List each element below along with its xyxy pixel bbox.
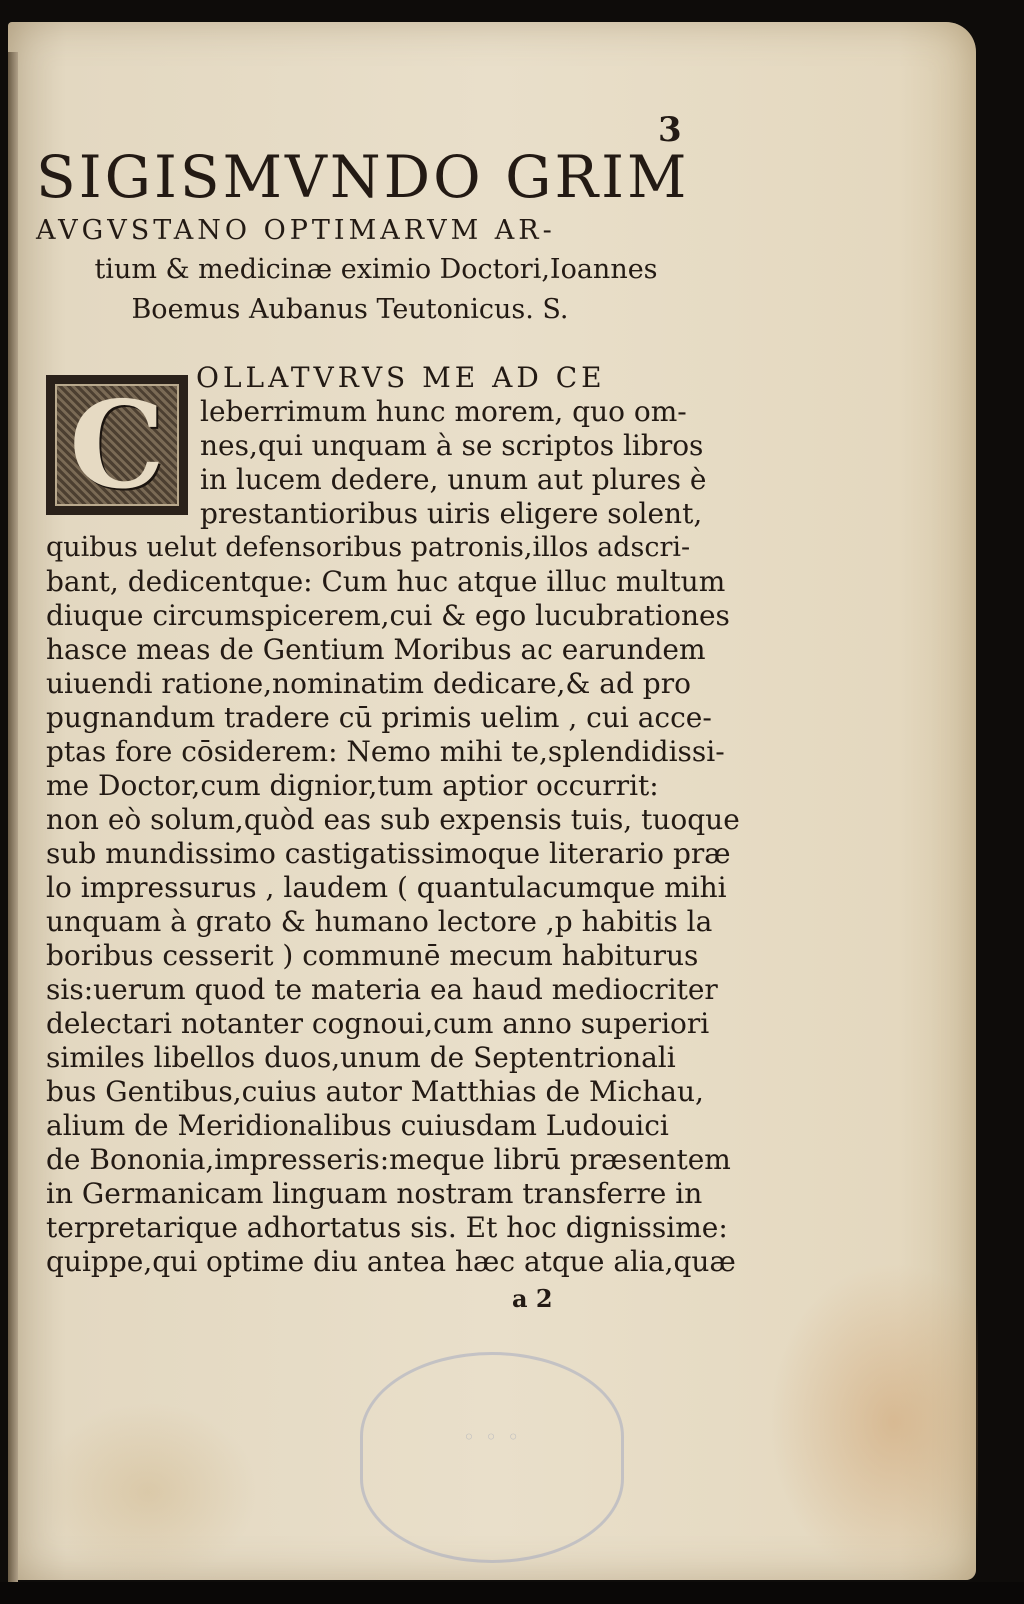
body-line: unquam à grato & humano lectore ,p habitis la: [46, 905, 713, 938]
body-line: quibus uelut defensoribus patronis,illos adscri-: [46, 532, 691, 563]
foxing-stain: [768, 1262, 978, 1582]
body-line: alium de Meridionalibus cuiusdam Ludouici: [46, 1109, 669, 1142]
catchword: a 2: [512, 1284, 553, 1313]
body-line: nes,qui unquam à se scriptos libros: [200, 429, 704, 462]
body-line: bant, dedicentque: Cum huc atque illuc multum: [46, 565, 726, 598]
heading-line-4: Boemus Aubanus Teutonicus. S.: [131, 294, 569, 325]
body-line: non eò solum,quòd eas sub expensis tuis, tuoque: [46, 803, 740, 836]
heading-line-3: tium & medicinæ eximio Doctori,Ioannes: [94, 254, 658, 285]
body-line: delectari notanter cognoui,cum anno superiori: [46, 1007, 710, 1040]
book-edge: [0, 1582, 1024, 1604]
body-line: hasce meas de Gentium Moribus ac earundem: [46, 633, 706, 666]
body-line: bus Gentibus,cuius autor Matthias de Michau,: [46, 1075, 704, 1108]
body-line: in Germanicam linguam nostram transferre in: [46, 1177, 703, 1210]
folio-number: 3: [658, 110, 682, 150]
body-line: similes libellos duos,unum de Septentrionali: [46, 1041, 676, 1074]
library-stamp: ◦ ◦ ◦: [360, 1352, 624, 1563]
body-line: lo impressurus , laudem ( quantulacumque mihi: [46, 871, 727, 904]
body-line: sis:uerum quod te materia ea haud mediocriter: [46, 973, 718, 1006]
body-line: quippe,qui optime diu antea hæc atque alia,quæ: [46, 1245, 736, 1278]
heading-line-2: AVGVSTANO OPTIMARVM AR-: [36, 215, 556, 246]
body-line: pugnandum tradere cū primis uelim , cui acce-: [46, 701, 712, 734]
body-line: leberrimum hunc morem, quo om-: [200, 395, 687, 428]
foxing-stain: [38, 1402, 258, 1582]
body-line: me Doctor,cum dignior,tum aptior occurrit:: [46, 769, 659, 802]
heading-line-1: SIGISMVNDO GRIM: [36, 143, 690, 211]
body-line: in lucem dedere, unum aut plures è: [200, 463, 707, 496]
body-line: OLLATVRVS ME AD CE: [196, 361, 606, 394]
page-edge: [8, 52, 18, 1582]
body-line: sub mundissimo castigatissimoque literario præ: [46, 837, 731, 870]
body-line: diuque circumspicerem,cui & ego lucubrationes: [46, 599, 730, 632]
body-line: boribus cesserit ) communē mecum habiturus: [46, 939, 699, 972]
body-line: de Bononia,impresseris:meque librū præsentem: [46, 1143, 731, 1176]
body-line: uiuendi ratione,nominatim dedicare,& ad pro: [46, 667, 691, 700]
decorated-initial: [46, 375, 188, 515]
body-line: ptas fore cōsiderem: Nemo mihi te,splendidissi-: [46, 735, 725, 768]
initial-letter: C: [69, 374, 165, 516]
body-line: prestantioribus uiris eligere solent,: [200, 497, 703, 530]
body-line: terpretarique adhortatus sis. Et hoc dignissime:: [46, 1211, 728, 1244]
